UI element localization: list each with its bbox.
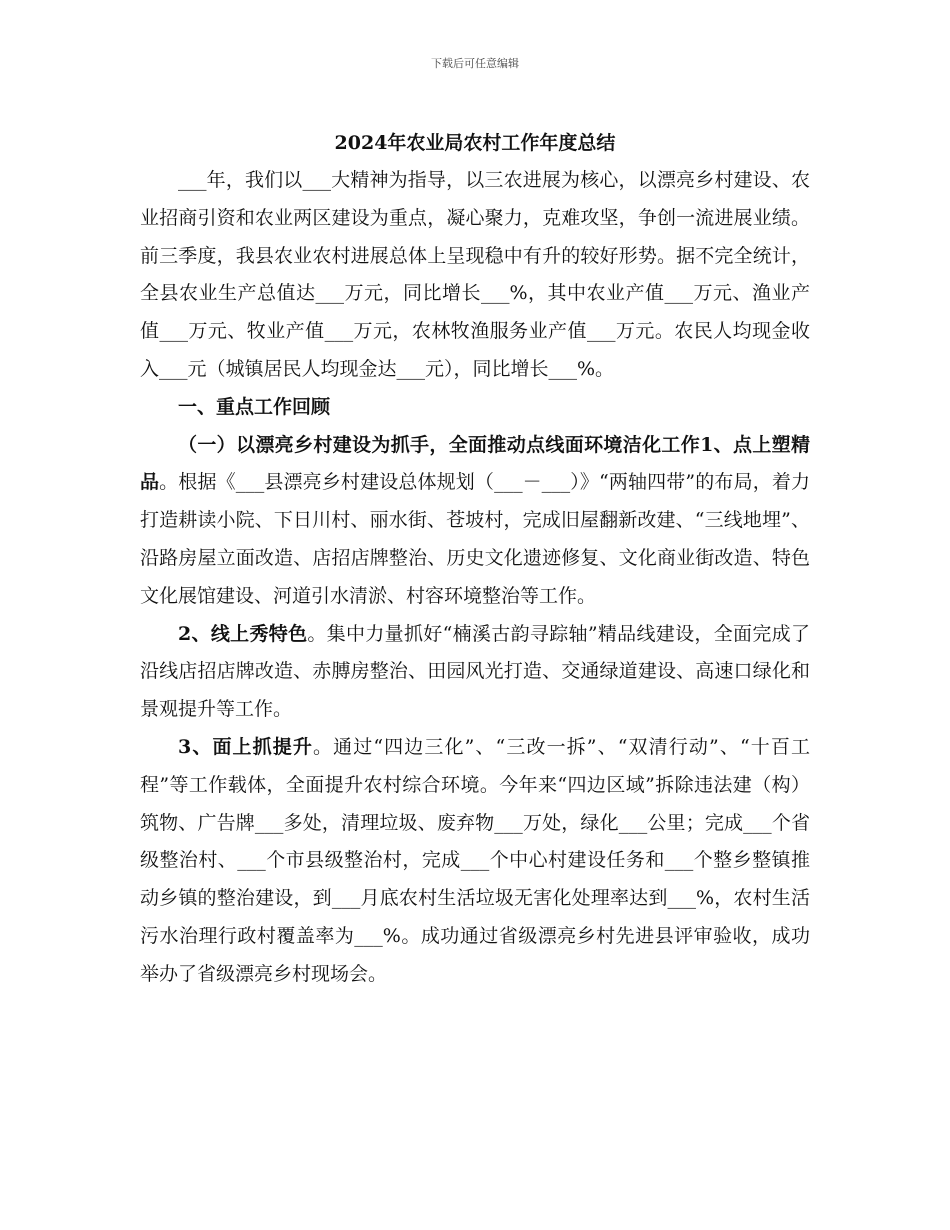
item-2-heading: 2、线上秀特色 — [178, 622, 308, 645]
section-heading-text: 一、重点工作回顾 — [178, 395, 331, 418]
subsection-text: 。根据《___县漂亮乡村建设总体规划（___－___）》“两轴四带”的布局，着力打造耕读小院、下日川村、丽水街、苍坡村，完成旧屋翻新改建、“三线地埋”、沿路房屋立面改造、店招店牌整治、历史文化遗迹修复、文化商业街改造、特色文化展馆建设、河道引水清淤、村容环境整治等工作。 — [140, 471, 810, 607]
document-body — [140, 162, 810, 994]
page-header: 下载后可任意编辑 — [431, 57, 519, 70]
subsection-paragraph — [140, 427, 810, 616]
item-3-paragraph — [140, 729, 810, 994]
document-title: 2024年农业局农村工作年度总结 — [334, 132, 616, 154]
item-3-heading: 3、面上抓提升 — [178, 735, 313, 758]
subsection-heading: （一）以漂亮乡村建设为抓手，全面推动点线面环境洁化工作1、点上塑精品 — [140, 433, 810, 494]
item-2-paragraph — [140, 616, 810, 729]
intro-paragraph: ___年，我们以___大精神为指导，以三农进展为核心，以漂亮乡村建设、农业招商引资和农业两区建设为重点，凝心聚力，克难攻坚，争创一流进展业绩。前三季度，我县农业农村进展总体上呈现稳中有升的较好形势。据不完全统计，全县农业生产总值达___万元，同比增长___%，其中农业产值___万元、渔业产值___万元、牧业产值___万元，农林牧渔服务业产值___万元。农民人均现金收入___元（城镇居民人均现金达___元），同比增长___%。 — [140, 169, 810, 380]
section-heading — [140, 389, 810, 427]
item-3-text: 。通过“四边三化”、“三改一拆”、“双清行动”、“十百工程”等工作载体，全面提升农村综合环境。今年来“四边区域”拆除违法建（构）筑物、广告牌___多处，清理垃圾、废弃物___万处，绿化___公里；完成___个省级整治村、___个市县级整治村，完成___个中心村建设任务和___个整乡整镇推动乡镇的整治建设，到___月底农村生活垃圾无害化处理率达到___%，农村生活污水治理行政村覆盖率为___%。成功通过省级漂亮乡村先进县评审验收，成功举办了省级漂亮乡村现场会。 — [140, 735, 810, 985]
item-2-text: 。集中力量抓好“楠溪古韵寻踪轴”精品线建设，全面完成了沿线店招店牌改造、赤膊房整治、田园风光打造、交通绿道建设、高速口绿化和景观提升等工作。 — [140, 622, 810, 721]
